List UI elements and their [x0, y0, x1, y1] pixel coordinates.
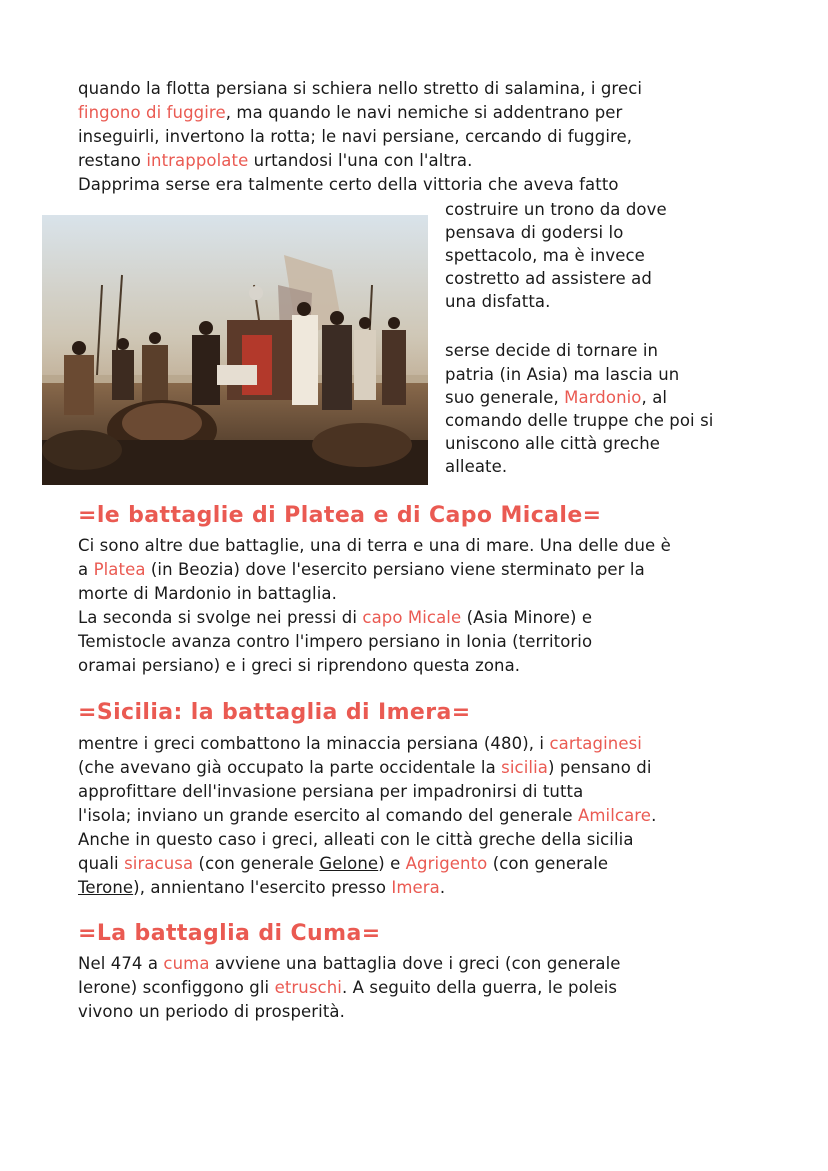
- highlight-amilcare: Amilcare: [577, 806, 652, 825]
- text: (che avevano già occupato la parte occidentale la: [78, 758, 502, 777]
- side-line-11: alleate.: [445, 457, 508, 476]
- platea-line-6: oramai persiano) e i greci si riprendono questa zona.: [78, 656, 521, 675]
- underline-gelone: Gelone: [319, 854, 379, 873]
- side-line-8: [445, 387, 667, 409]
- text: ) e: [378, 854, 406, 873]
- imera-line-5: Anche in questo caso i greci, alleati con le città greche della sicilia: [78, 830, 634, 849]
- side-line-3: spettacolo, ma è invece: [445, 246, 645, 265]
- highlight-intrappolate: intrappolate: [146, 151, 249, 170]
- text: mentre i greci combattono la minaccia persiana (480), i: [78, 734, 550, 753]
- highlight-imera: Imera: [391, 878, 440, 897]
- highlight-platea: Platea: [93, 560, 146, 579]
- side-line-10: uniscono alle città greche: [445, 434, 661, 453]
- imera-line-1: [78, 733, 642, 755]
- imera-line-2: [78, 757, 652, 779]
- highlight-capo-micale: capo Micale: [362, 608, 462, 627]
- imera-line-7: [78, 877, 445, 899]
- side-line-9: comando delle truppe che poi si: [445, 411, 714, 430]
- side-line-6: serse decide di tornare in: [445, 341, 659, 360]
- imera-line-6: [78, 853, 608, 875]
- highlight-fingono: fingono di fuggire: [78, 103, 226, 122]
- text: .: [439, 878, 446, 897]
- text: l'isola; inviano un grande esercito al comando del generale: [78, 806, 578, 825]
- cuma-line-1: [78, 953, 621, 975]
- intro-line-3: inseguirli, invertono la rotta; le navi persiane, cercando di fuggire,: [78, 127, 633, 146]
- highlight-sicilia: sicilia: [501, 758, 548, 777]
- highlight-mardonio: Mardonio: [564, 388, 642, 407]
- text: (con generale: [193, 854, 320, 873]
- heading-imera: =Sicilia: la battaglia di Imera=: [78, 700, 471, 725]
- highlight-cartaginesi: cartaginesi: [549, 734, 642, 753]
- side-line-2: pensava di godersi lo: [445, 223, 624, 242]
- text: , al: [641, 388, 668, 407]
- cuma-line-3: vivono un periodo di prosperità.: [78, 1002, 345, 1021]
- text: .: [651, 806, 657, 825]
- cuma-line-2: [78, 977, 617, 999]
- highlight-agrigento: Agrigento: [405, 854, 488, 873]
- imera-line-4: [78, 805, 656, 827]
- text: restano: [78, 151, 147, 170]
- text: La seconda si svolge nei pressi di: [78, 608, 363, 627]
- text: (con generale: [487, 854, 609, 873]
- side-line-4: costretto ad assistere ad: [445, 269, 652, 288]
- text: ), annientano l'esercito presso: [133, 878, 392, 897]
- text: . A seguito della guerra, le poleis: [341, 978, 618, 997]
- intro-line-1: quando la flotta persiana si schiera nello stretto di salamina, i greci: [78, 79, 643, 98]
- text: quali: [78, 854, 125, 873]
- text: (in Beozia) dove l'esercito persiano viene sterminato per la: [145, 560, 645, 579]
- platea-line-3: morte di Mardonio in battaglia.: [78, 584, 337, 603]
- text: ) pensano di: [547, 758, 652, 777]
- platea-line-4: [78, 607, 592, 629]
- intro-line-5: Dapprima serse era talmente certo della vittoria che aveva fatto: [78, 175, 619, 194]
- text: a: [78, 560, 94, 579]
- text: suo generale,: [445, 388, 565, 407]
- text: avviene una battaglia dove i greci (con generale: [209, 954, 621, 973]
- intro-line-4: [78, 150, 472, 172]
- highlight-cuma: cuma: [163, 954, 210, 973]
- text: Nel 474 a: [78, 954, 164, 973]
- text: Ierone) sconfiggono gli: [78, 978, 275, 997]
- intro-line-2: [78, 102, 622, 124]
- heading-cuma: =La battaglia di Cuma=: [78, 921, 381, 946]
- side-line-7: patria (in Asia) ma lascia un: [445, 365, 680, 384]
- xerxes-painting: [42, 215, 428, 485]
- text: , ma quando le navi nemiche si addentrano per: [225, 103, 623, 122]
- underline-terone: Terone: [78, 878, 134, 897]
- text: (Asia Minore) e: [461, 608, 593, 627]
- highlight-etruschi: etruschi: [274, 978, 342, 997]
- imera-line-3: approfittare dell'invasione persiana per impadronirsi di tutta: [78, 782, 584, 801]
- platea-line-2: [78, 559, 645, 581]
- highlight-siracusa: siracusa: [124, 854, 194, 873]
- platea-line-5: Temistocle avanza contro l'impero persiano in Ionia (territorio: [78, 632, 593, 651]
- platea-line-1: Ci sono altre due battaglie, una di terra e una di mare. Una delle due è: [78, 536, 671, 555]
- heading-platea: =le battaglie di Platea e di Capo Micale=: [78, 503, 602, 528]
- side-line-1: costruire un trono da dove: [445, 200, 667, 219]
- text: urtandosi l'una con l'altra.: [248, 151, 473, 170]
- side-line-5: una disfatta.: [445, 292, 551, 311]
